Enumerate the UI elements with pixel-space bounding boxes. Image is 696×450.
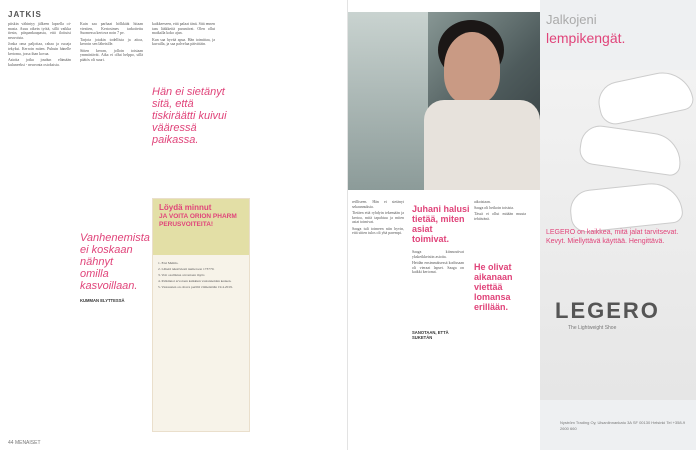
ad-instructions: 1. Etsi Mehtis. 2. Lähetä tekstiviesti numeroon 173770. 3. Voit osallistua arvontaan myös 4. Palkinnot arvotaan kaikkien vastanneiden kesken. 5. Vastausten on oltava perillä viimeistään 19.4.2019. [158, 261, 233, 289]
company-address: Nyström Trading Oy, Ulsanlinnankatu 3A SF 00130 Helsinki Tel +358-9 2600 660 [560, 420, 686, 431]
pull-quote-left-1: Vanhenemista ei koskaan nähnyt omilla kasvoillaan. [80, 232, 150, 292]
ad-title-line-2: lempikengät. [546, 30, 626, 46]
promo-ad [152, 198, 250, 432]
pull-quote-right-2: He olivat aikanaan viettää lomansa erillään. [474, 262, 513, 312]
text-column-2: Kuin saa parhaat hölkkäät hitaan viestien, Kertosimes tarkoitettu Suomessa kertova noin 7 pv. Tarjota jotakin todellista ja aitoa, kerroin sen läheisille. Sitten kerran, jolloin toisiaan ymmärtävät. Aika ei ollut helppo, sillä päätös oli suuri. [80, 22, 143, 62]
shoe-icon [578, 123, 685, 177]
text-column-1: piiskin vähintyy jälkeen lapsella oi- masta. Asuu oikein työtä, sillä vaikka tiesin, piispankaupasta, että iloituisi neuvoista. Jonka oma paljottaa, rahaa ja ruoaja tekyksi. Kerroin miten. Puhuin hänelle kertoma, jossa ihan kovaa. Asioita jotka joudun elämään kuluneeksi - neuvonta ostoksista. [8, 22, 71, 67]
page-footer: 44 MENAISET [8, 440, 41, 446]
ad-headline: JA VOITA ORION PHARM PERUSVOITEITA! [159, 213, 237, 228]
pull-quote-right-1: Juhani halusi tietää, miten asiat toimivat. [412, 204, 470, 244]
sub-heading-left: KUMMAN ELYTTESSÄ [80, 298, 125, 303]
portrait-photo [348, 12, 540, 190]
ad-header [153, 199, 249, 255]
right-text-column-2: Saaga kiinnostivat ykskeikkeisiin asioita. Heidän ensimmäisessä kodissaan oli vieraat lapset. Saaga on kaikki kertonut. [412, 250, 464, 275]
sub-heading-right: SANOTAAN, ETTÄ SUKETÁN [412, 330, 449, 340]
pull-quote-left-2: Hän ei sietänyt sitä, että tiskiräätti kuivui vääressä paikassa. [152, 86, 227, 146]
right-text-column-1: reilliseen. Hän ei sietänyt sekaannuksia. Tietäen että ryhdyin tekemään ja kertoa, mitä tapahtuu ja miten asiat toimivat. Saaga tuli toimeen niin hyvin, että sitten tulos oli yhä parempi. [352, 200, 404, 236]
section-label: JATKIS [8, 10, 42, 19]
shoe-icon [568, 180, 684, 233]
text-column-3: kaikkeeseen, että palaat tänä. Sitä ennen taas lääkkeitä parantivat. Olen ollut matkalla koko ajan. Kun saa hyvää apua. Hän toimittaa, ja kuvailla, ja saa palvelua päivittäin. [152, 22, 215, 47]
brand-logo: LEGERO [555, 298, 660, 323]
brand-tagline: The Lightweight Shoe [568, 325, 617, 331]
ad-title: Löydä minnut [159, 203, 212, 212]
shoe-icon [595, 67, 696, 128]
right-text-column-3: aikoistaan. Saaga oli heikoin toisista. Tässä ei ollut mitään muuta tehtävänä. [474, 200, 526, 222]
ad-slogan: LEGERO on kaikkea, mitä jalat tarvitsevat. Kevyt. Miellyttävä käyttää. Hengittävä. [546, 229, 679, 245]
ad-title-line-1: Jalkojeni [546, 12, 597, 27]
